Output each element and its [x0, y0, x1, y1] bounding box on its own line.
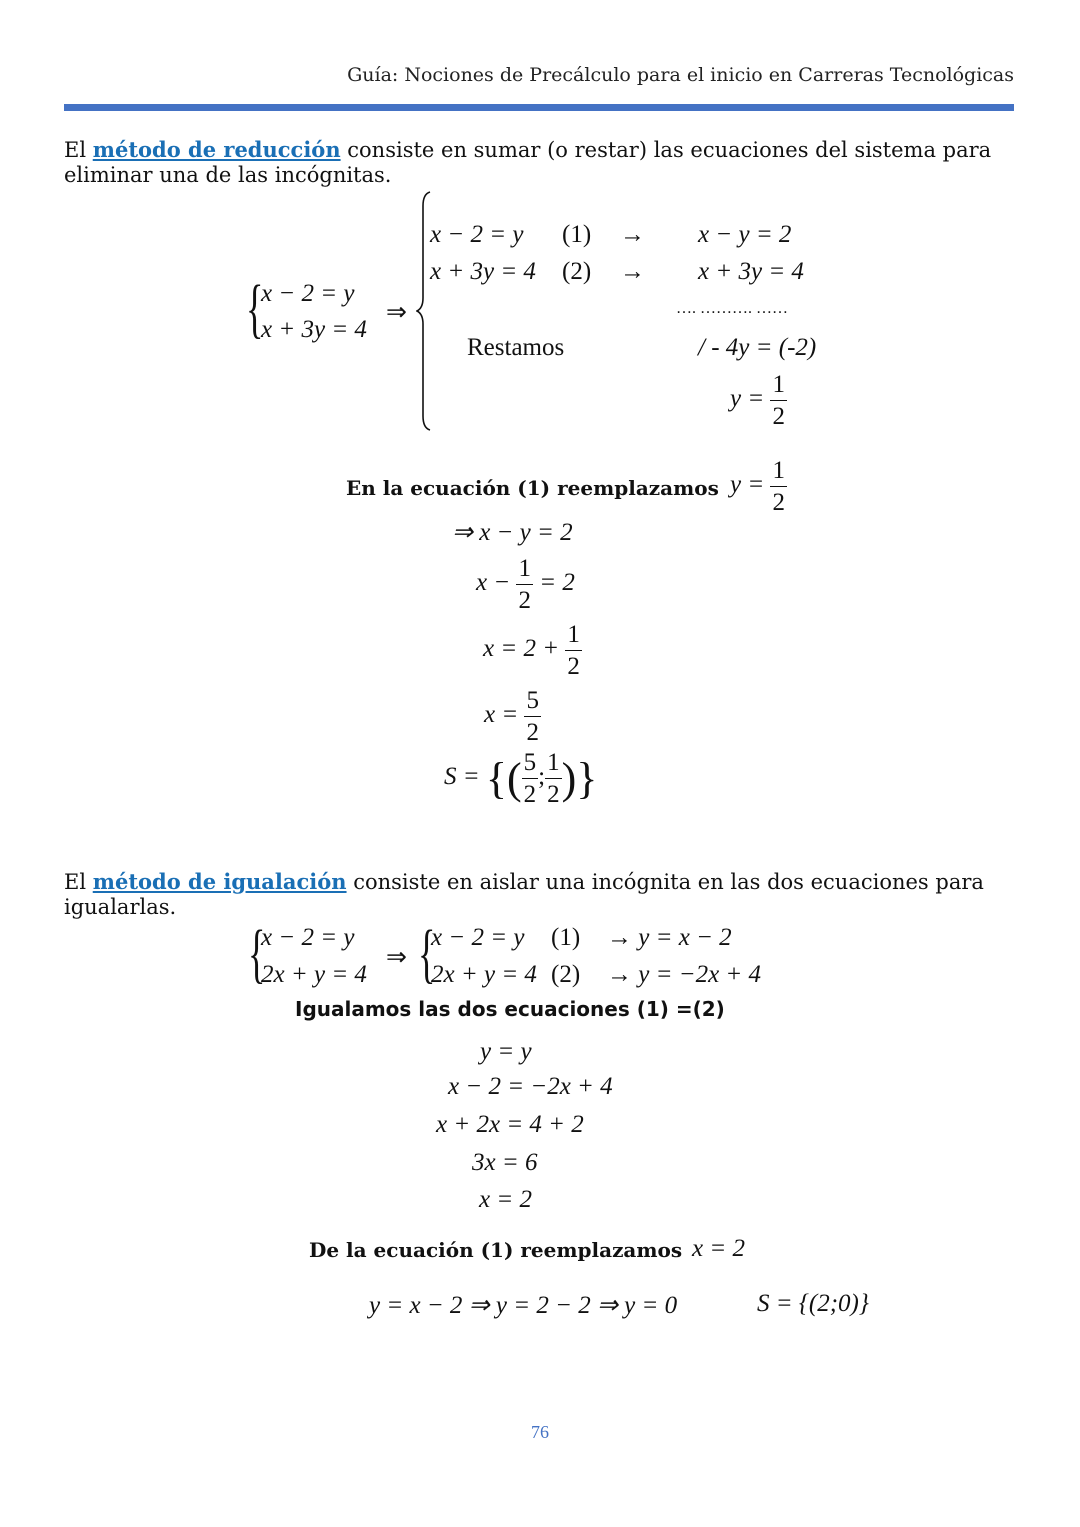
- num: 5: [523, 749, 537, 776]
- den: 2: [772, 403, 785, 430]
- intro-text-line2: igualarlas.: [64, 895, 177, 919]
- reduccion-left-eq2: x + 3y = 4: [261, 316, 367, 343]
- num: 5: [526, 687, 539, 714]
- num: 1: [518, 555, 531, 582]
- ig-row1-tag: (1): [551, 924, 581, 951]
- sol-x-fraction: [522, 750, 539, 807]
- implies-symbol: ⇒: [386, 299, 407, 326]
- page-number: 76: [531, 1422, 549, 1442]
- intro-text: El: [64, 138, 93, 162]
- num: 1: [547, 749, 560, 776]
- reduccion-intro: [64, 137, 991, 188]
- intro-text: El: [64, 870, 93, 894]
- den: 2: [526, 719, 539, 746]
- replace-fraction: [770, 458, 787, 515]
- step-3: [483, 622, 582, 679]
- brace-close: )}: [561, 754, 598, 803]
- intro-text-line2: eliminar una de las incógnitas.: [64, 163, 392, 187]
- row1-arrow: →: [620, 221, 645, 248]
- ig-row2-tag: (2): [551, 961, 581, 988]
- header-rule: [64, 104, 1014, 111]
- ig-solution-set: S = {(2;0)}: [757, 1290, 869, 1317]
- solution-lhs: S =: [444, 763, 480, 791]
- row1-result: x − y = 2: [698, 221, 792, 248]
- ig-replace-value: x = 2: [692, 1235, 745, 1262]
- subtraction-result: / - 4y = (-2): [698, 334, 817, 361]
- step3-fraction: [565, 622, 582, 679]
- ig-step-5: x = 2: [479, 1186, 532, 1213]
- y-lhs: y =: [730, 385, 765, 413]
- replace-lhs: y =: [730, 471, 765, 499]
- step2-rhs: = 2: [539, 569, 575, 597]
- num: 1: [772, 457, 785, 484]
- step-2: [476, 556, 575, 613]
- ig-row1-eq: x − 2 = y: [431, 924, 525, 951]
- row2-result: x + 3y = 4: [698, 258, 804, 285]
- step-1: ⇒ x − y = 2: [452, 519, 573, 546]
- step2-lhs: x −: [476, 569, 511, 597]
- ig-step-1: y = y: [480, 1038, 532, 1065]
- y-value: [730, 372, 787, 429]
- step3-lhs: x = 2 +: [483, 635, 560, 663]
- den: 2: [567, 653, 580, 680]
- den: 2: [518, 587, 531, 614]
- igualacion-left-eq1: x − 2 = y: [261, 924, 355, 951]
- step4-lhs: x =: [484, 701, 519, 729]
- ig-final-chain: y = x − 2 ⇒ y = 2 − 2 ⇒ y = 0: [369, 1292, 678, 1319]
- row2-arrow: →: [620, 258, 645, 285]
- row1-eq: x − 2 = y: [430, 221, 524, 248]
- intro-text-cont: consiste en aislar una incógnita en las dos ecuaciones para: [346, 870, 984, 894]
- right-brace: {: [418, 917, 436, 990]
- implies-symbol: ⇒: [386, 944, 407, 971]
- row1-tag: (1): [562, 221, 592, 248]
- step-4: [484, 688, 541, 745]
- ig-row2-eq: 2x + y = 4: [431, 961, 537, 988]
- ig-step-3: x + 2x = 4 + 2: [436, 1111, 584, 1138]
- igualacion-term-link[interactable]: método de igualación: [92, 869, 347, 894]
- den: 2: [772, 489, 785, 516]
- y-fraction: [770, 372, 787, 429]
- replace-value: [730, 458, 787, 515]
- running-header: Guía: Nociones de Precálculo para el inicio en Carreras Tecnológicas: [347, 64, 1014, 86]
- step4-fraction: [524, 688, 541, 745]
- den: 2: [523, 781, 537, 808]
- step2-fraction: [516, 556, 533, 613]
- left-brace: {: [246, 272, 264, 345]
- ig-replace-heading: De la ecuación (1) reemplazamos: [309, 1238, 683, 1262]
- igualamos-heading: Igualamos las dos ecuaciones (1) =(2): [295, 997, 725, 1021]
- ig-step-2: x − 2 = −2x + 4: [448, 1073, 613, 1100]
- ig-row1-result: → y = x − 2: [607, 924, 732, 951]
- left-brace: {: [248, 917, 266, 990]
- igualacion-intro: [64, 869, 984, 920]
- dotted-rule: …. ………. ……: [676, 300, 788, 317]
- row2-tag: (2): [562, 258, 592, 285]
- solution-set: [444, 750, 597, 807]
- intro-text-cont: consiste en sumar (o restar) las ecuaciones del sistema para: [340, 138, 992, 162]
- separator: ;: [538, 763, 546, 791]
- num: 1: [772, 371, 785, 398]
- row2-eq: x + 3y = 4: [430, 258, 536, 285]
- num: 1: [567, 621, 580, 648]
- igualacion-left-eq2: 2x + y = 4: [261, 961, 367, 988]
- restamos-label: Restamos: [467, 334, 565, 361]
- replace-heading: En la ecuación (1) reemplazamos: [346, 476, 719, 500]
- ig-step-4: 3x = 6: [472, 1149, 538, 1176]
- brace-open: {(: [485, 754, 522, 803]
- sol-y-fraction: [545, 750, 562, 807]
- reduccion-left-eq1: x − 2 = y: [261, 280, 355, 307]
- den: 2: [547, 781, 560, 808]
- ig-row2-result: → y = −2x + 4: [607, 961, 762, 988]
- reduccion-term-link[interactable]: método de reducción: [92, 137, 341, 162]
